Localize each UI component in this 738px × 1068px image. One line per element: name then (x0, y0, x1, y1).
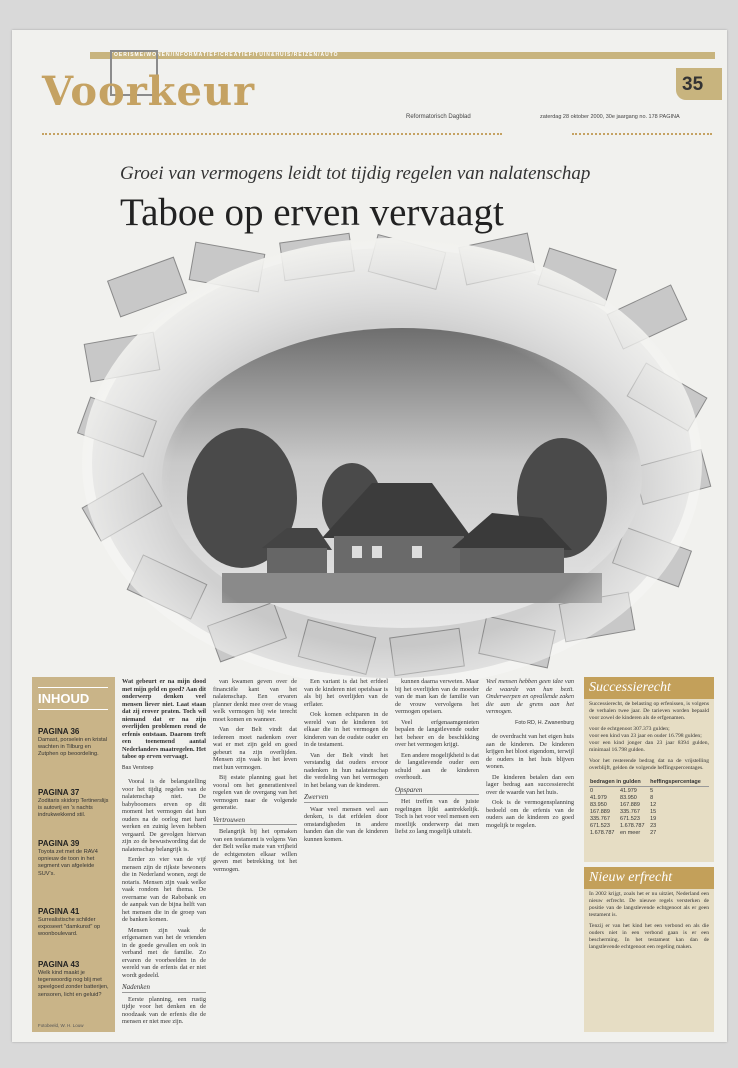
inhoud-title: INHOUD (38, 687, 108, 710)
table-cell: 23 (650, 822, 657, 829)
body-paragraph: de overdracht van het eigen huis aan de kinderen. De kinderen krijgen het bloot eigendom, terwijl de ouders in het huis blijven wonen. (486, 733, 574, 770)
table-row (589, 829, 709, 836)
successierecht-intro: Successierecht, de belasting op erfenissen, is volgens de verhalen twee jaar. De tarieven worden bepaald voor zowel de kinderen als de erfgenamen. (589, 701, 709, 721)
inhoud-page: PAGINA 43 (38, 960, 80, 969)
table-cell: 83.950 (590, 801, 607, 808)
table-cell: 167.889 (620, 801, 640, 808)
inhoud-entry[interactable] (38, 727, 112, 759)
inhoud-text: Toyota zet met de RAV4 opnieuw de toon in het segment van afgeleide SUV's. (38, 849, 98, 877)
article-column-3 (304, 678, 388, 1033)
table-cell: en meer (620, 829, 641, 836)
table-cell: 12 (650, 801, 657, 808)
subheading: Nadenken (122, 984, 206, 993)
article-byline: Bas Verstoep (122, 764, 154, 771)
table-cell: 8 (650, 794, 654, 801)
body-paragraph: Het treffen van de juiste regelingen lijkt aantrekkelijk. Toch is het voor veel mensen een moeilijk onderwerp dat men liefst zo lang mogelijk uitstelt. (395, 798, 479, 835)
article-lead: Wat gebeurt er na mijn dood met mijn geld en goed? Aan dit onderwerp denken veel mensen liever niet. Laat staan dat zij erover praten. Toch wil niemand dat er na zijn overlijden problemen rond de erfenis ontstaan. Daarom treft een toenemend aantal Nederlanders maatregelen. Het taboe op erven vervaagt. (122, 678, 206, 760)
box-paragraph: Tenzij er van het kind het een verbond en als die ouders niet in een verbond gaan is er een bescherming. In het testament kan dan de langstlevende echtgenoot een regeling maken. (589, 923, 709, 950)
body-paragraph: Eerder zo vier van de vijf mensen zijn de rijkste bewoners die in Nederland wonen, zegt de notaris. Mensen zijn vaak welke vaak rondom het thema. De overname van de Rabobank en de aanpak van de bijna helft van het mensen die in de groep van de banken komen. (122, 856, 206, 923)
body-paragraph: Van der Belt vindt dat iedereen moet nadenken over wat er met zijn geld en goed gebeurt na zijn overlijden. Mensen zijn vaak in het leven met hun vermogen. (213, 726, 297, 771)
table-header: heffingspercentage (649, 778, 709, 787)
inhoud-page: PAGINA 36 (38, 727, 80, 736)
inhoud-entry[interactable] (38, 839, 112, 878)
successierecht-box (584, 677, 714, 862)
article-column-2 (213, 678, 297, 1033)
body-paragraph: Belangrijk bij het opmaken van een testament is volgens Van der Belt welke mate van vrijheid de echtgenoten elkaar willen geven met betrekking tot het vermogen. (213, 828, 297, 873)
vrijstelling-item: voor een kind jonger dan 23 jaar 8394 gulden, minimaal 16.798 gulden. (589, 740, 709, 753)
table-cell: 1.678.787 (620, 822, 645, 829)
table-header: bedragen in gulden (589, 778, 649, 787)
photo-credit: Fotobeeld, W. H. Louw (38, 1023, 84, 1028)
table-cell: 41.979 (590, 794, 607, 801)
table-row (589, 808, 709, 815)
image-credit: Foto RD, H. Zwanenburg (515, 719, 574, 726)
table-cell: 27 (650, 829, 657, 836)
body-paragraph: Mensen zijn vaak de erfgenamen van het de vrienden in de goede gevallen en ook in verband met de familie. Zo ervaren de voorbeelden in de wereld van de erfenis dat er niet wordt gedeeld. (122, 926, 206, 979)
pull-quote: Veel mensen hebben geen idee van de waarde van hun bezit. Onderwerpen en opvallende zaken die aan de grens aan het vermogen. (486, 678, 574, 715)
inhoud-box (32, 677, 115, 1032)
section-logo: Voorkeur (42, 68, 256, 115)
table-cell: 1.678.787 (590, 829, 615, 836)
table-row (589, 794, 709, 801)
table-intro: Voor het resterende bedrag dat na de vrijstelling overblijft, gelden de volgende heffingspercentages. (589, 758, 709, 771)
tarief-table (589, 778, 709, 836)
table-row (589, 815, 709, 822)
nieuw-erfrecht-box (584, 867, 714, 1032)
dotted-rule (42, 133, 502, 135)
inhoud-text: Welk kind maakt je tegenwoordig nog blij met speelgoed zonder batterijen, sensoren, licht en geluid? (38, 970, 109, 998)
table-cell: 671.523 (590, 822, 610, 829)
nieuw-erfrecht-title: Nieuw erfrecht (584, 867, 714, 889)
subheading: Zwerven (304, 794, 388, 803)
article-column-1 (122, 678, 206, 1033)
table-cell: 41.979 (620, 787, 637, 794)
article-column-4 (395, 678, 479, 1033)
table-cell: 335.767 (590, 815, 610, 822)
table-row (589, 822, 709, 829)
inhoud-text: Surrealistische schilder exposeert "damkunst" op woonboulevard. (38, 917, 101, 938)
inhoud-entry[interactable] (38, 788, 112, 820)
table-cell: 0 (590, 787, 594, 794)
body-paragraph: Bij estate planning gaat het vooral om het generatieniveel regelen van de overgang van het vermogen naar de volgende generatie. (213, 774, 297, 811)
body-paragraph: Een andere mogelijkheid is dat de langstlevende ouder een schuld aan de kinderen overhoudt. (395, 751, 479, 781)
vrijstelling-item: voor de echtgenoot 307.373 gulden; (589, 726, 670, 732)
inhoud-page: PAGINA 39 (38, 839, 80, 848)
body-paragraph: Ook komen echtparen in de wereld van de kinderen tot elkaar die in het vermogen de kinderen van de oudste ouder en in de testament. (304, 711, 388, 748)
body-paragraph: Veel erfgenaamgenieten bepalen de langstlevende ouder het beheer en de beschikking over het vermogen krijgt. (395, 718, 479, 748)
subheading: Vertrouwen (213, 817, 297, 826)
body-paragraph: Een variant is dat het erfdeel van de kinderen niet opeisbaar is als bij het overlijden van de erflater. (304, 678, 388, 708)
farmhouse-banknote-photo (72, 228, 712, 683)
inhoud-entry[interactable] (38, 907, 112, 939)
inhoud-entry[interactable] (38, 960, 112, 999)
masthead: Reformatorisch Dagblad (406, 114, 471, 120)
article-headline: Taboe op erven vervaagt (120, 191, 504, 234)
body-paragraph: Ook is de vermogensplanning bedoeld om de erfenis van de ouders aan de kinderen zo goed mogelijk te regelen. (486, 799, 574, 829)
newspaper-page (12, 30, 727, 1042)
inhoud-text: Damast, porselein en kristal wachten in Tilburg en Zutphen op beoordeling. (38, 737, 108, 758)
table-row (589, 801, 709, 808)
table-cell: 671.523 (620, 815, 640, 822)
body-paragraph: De kinderen betalen dan een lager bedrag aan successierecht over de waarde van het huis. (486, 773, 574, 796)
successierecht-title: Successierecht (584, 677, 714, 699)
body-paragraph: kunnen daarna verweten. Maar bij het overlijden van de moeder van de man kan de familie van de vrouw vervolgens het vermogen opeisen. (395, 678, 479, 715)
subheading: Opsparen (395, 787, 479, 796)
dateline: zaterdag 28 oktober 2000, 30e jaargang no. 178 PAGINA (540, 114, 680, 120)
section-bar: TOERISME/WONEN/INFORMATIEF/CREATIEF/TUIN&HUIS/REIZEN/AUTO (90, 52, 715, 59)
table-cell: 15 (650, 808, 657, 815)
inhoud-page: PAGINA 37 (38, 788, 80, 797)
dotted-rule-right (572, 133, 712, 135)
table-cell: 19 (650, 815, 657, 822)
table-cell: 167.889 (590, 808, 610, 815)
table-cell: 335.767 (620, 808, 640, 815)
body-paragraph: Vooral is de belangstelling voor het tijdig regelen van de nalatenschap niet. De babyboomers erven op dit moment het vermogen dat hun ouders na de oorlog met hard werken en zuinig leven hebben vergaard. De gevolgen hiervan zijn zo de bewustwording dat de nalatenschap belangrijk is. (122, 778, 206, 853)
body-paragraph: Van der Belt vindt het verstandig dat ouders ervoor nadenken in hun nalatenschap die verdeling van het vermogen in het belang van de kinderen. (304, 751, 388, 789)
table-header-row (589, 778, 709, 787)
inhoud-page: PAGINA 41 (38, 907, 80, 916)
article-column-5 (486, 678, 574, 1033)
body-paragraph: Eerste planning, een rustig tijdje voor het denken en de noodzaak van de erfenis die de mensen er niet mee zijn. (122, 995, 206, 1025)
vrijstelling-item: voor een kind van 23 jaar en ouder 16.798 gulden; (589, 733, 702, 739)
box-paragraph: In 2002 krijgt, zoals het er nu uitziet, Nederland een nieuw erfrecht. De nieuwe regels versterken de positie van de langstlevende echtgenoot als er geen testament is. (589, 891, 709, 918)
body-paragraph: van kwamen geven over de financiële kant van het nalatenschap. Een ervaren planner denkt mee over de vraag welk vermogen bij wie terecht moet komen en wanneer. (213, 678, 297, 723)
article-kicker: Groei van vermogens leidt tot tijdig regelen van nalatenschap (120, 163, 591, 184)
table-row (589, 787, 709, 795)
body-paragraph: Waar veel mensen wel aan denken, is dat erfdelen door omstandigheden in andere handen dan die van de kinderen kunnen komen. (304, 805, 388, 843)
page-number: 35 (682, 74, 704, 95)
table-cell: 5 (650, 787, 654, 794)
table-cell: 83.950 (620, 794, 637, 801)
inhoud-text: Zoditaris skidorp Tertinerslijs is autovrij en 's nachts indrukwekkend stil. (38, 798, 109, 819)
